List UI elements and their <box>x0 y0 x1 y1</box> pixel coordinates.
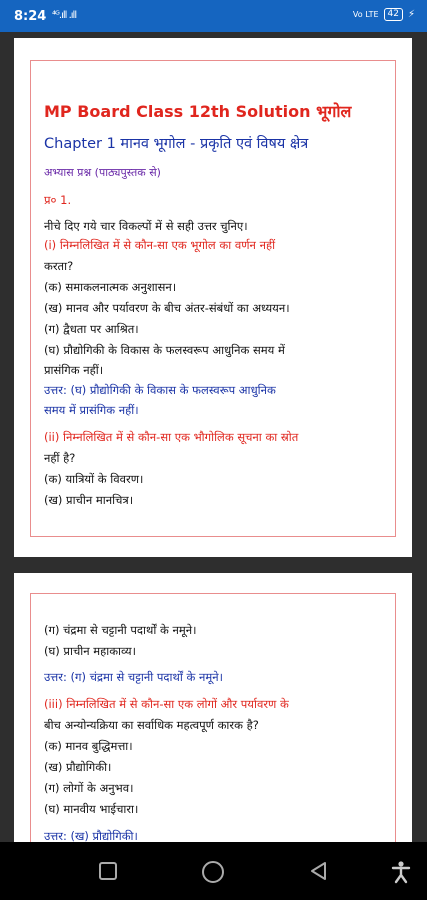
back-icon[interactable] <box>308 860 330 882</box>
option-text: (घ) प्राचीन महाकाव्य। <box>44 644 136 658</box>
option-text: (क) यात्रियों के विवरण। <box>44 472 144 486</box>
question-text: बीच अन्योन्यक्रिया का सर्वाधिक महत्वपूर्ण कारक है? <box>44 718 259 732</box>
document-page-1 <box>14 38 412 557</box>
answer-text: उत्तर: (ख) प्रौद्योगिकी। <box>44 829 138 842</box>
option-text: (ग) लोगों के अनुभव। <box>44 781 134 795</box>
option-text: (क) समाकलनात्मक अनुशासन। <box>44 280 177 294</box>
option-text: (ख) मानव और पर्यावरण के बीच अंतर-संबंधों का अध्ययन। <box>44 301 290 315</box>
option-text: (ख) प्राचीन मानचित्र। <box>44 493 134 507</box>
option-text: प्रासंगिक नहीं। <box>44 363 104 377</box>
question-text: करता? <box>44 259 74 273</box>
charging-icon: ⚡ <box>407 9 415 20</box>
signal-icon: ⁴ᴳ.ıll .ıll <box>52 10 77 21</box>
question-number: प्र० 1. <box>44 193 72 207</box>
answer-text: उत्तर: (ग) चंद्रमा से चट्टानी पदार्थों के नमूने। <box>44 670 223 684</box>
home-icon[interactable] <box>201 860 225 884</box>
option-text: (घ) मानवीय भाईचारा। <box>44 802 139 816</box>
chapter-heading: Chapter 1 मानव भूगोल - प्रकृति एवं विषय क्षेत्र <box>44 136 309 152</box>
battery-icon: 42 <box>384 8 403 21</box>
question-text <box>44 238 275 253</box>
status-bar <box>0 0 427 32</box>
page-title: MP Board Class 12th Solution भूगोल <box>44 102 352 121</box>
section-heading: अभ्यास प्रश्न (पाठ्यपुस्तक से) <box>44 166 161 179</box>
option-text: (क) मानव बुद्धिमत्ता। <box>44 739 133 753</box>
recent-apps-icon[interactable] <box>97 860 119 882</box>
option-text: (ग) द्वैधता पर आश्रित। <box>44 322 139 336</box>
option-text: (घ) प्रौद्योगिकी के विकास के फलस्वरूप आधुनिक समय में <box>44 343 285 357</box>
page-border <box>30 60 396 537</box>
answer-text: उत्तर: (घ) प्रौद्योगिकी के विकास के फलस्वरूप आधुनिक <box>44 383 276 397</box>
status-icons <box>353 8 415 21</box>
document-page-2 <box>14 573 412 842</box>
option-text: (ख) प्रौद्योगिकी। <box>44 760 112 774</box>
option-text: (ग) चंद्रमा से चट्टानी पदार्थों के नमूने। <box>44 623 197 637</box>
instruction: नीचे दिए गये चार विकल्पों में से सही उत्तर चुनिए। <box>44 219 248 233</box>
question-text: नहीं है? <box>44 451 76 465</box>
clock: 8:24 <box>14 9 47 24</box>
question-iii: (iii) निम्नलिखित में से कौन-सा एक लोगों और पर्यावरण के <box>44 697 289 711</box>
question-ii: (ii) निम्नलिखित में से कौन-सा एक भौगोलिक सूचना का स्रोत <box>44 430 299 444</box>
accessibility-icon[interactable] <box>390 860 412 884</box>
question-i: (i) निम्नलिखित में से कौन-सा एक भूगोल का वर्णन नहीं <box>44 238 276 252</box>
document-viewer[interactable] <box>0 32 427 842</box>
navigation-bar <box>0 842 427 900</box>
answer-text: समय में प्रासंगिक नहीं। <box>44 403 139 417</box>
volte-icon: Vo LTE <box>352 9 379 19</box>
